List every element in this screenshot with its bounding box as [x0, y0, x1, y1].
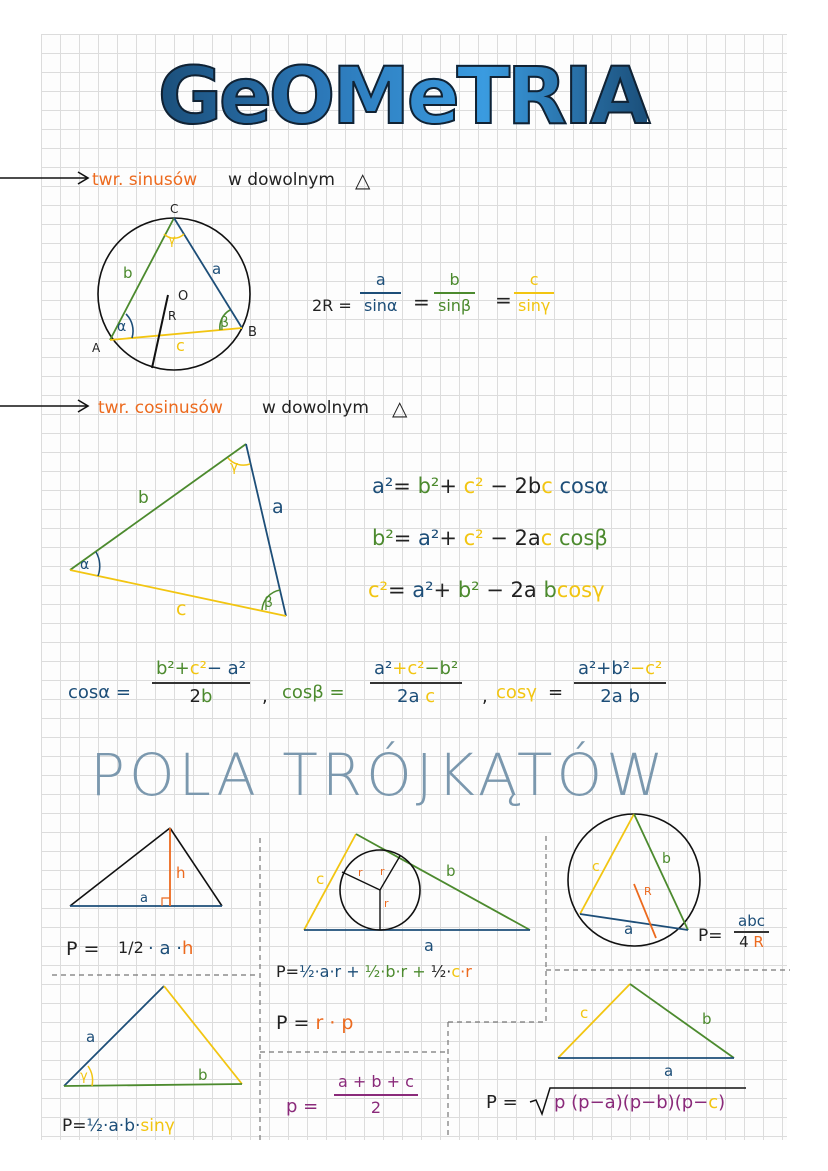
area-formula-p: P= — [698, 926, 723, 946]
area-formula-a: · a · — [148, 938, 182, 959]
term: a² — [372, 474, 394, 498]
beta-label: β — [264, 595, 273, 611]
fraction-denominator — [734, 935, 769, 950]
fraction-denominator: 2a b — [600, 686, 640, 707]
side-c-label: c — [580, 1004, 589, 1022]
abc-over-4r-fraction — [734, 914, 769, 950]
term: P= — [62, 1116, 87, 1136]
sine-law-suffix: w dowolnym — [228, 170, 335, 190]
vertex-b-label: B — [248, 325, 257, 340]
side-a-label: a — [86, 1028, 96, 1046]
gamma-label: γ — [230, 459, 239, 475]
term: + — [439, 526, 464, 550]
gamma-label: γ — [168, 233, 176, 248]
inscribed-circle-diagram — [300, 830, 536, 936]
term: ·r — [460, 962, 472, 981]
side-a-label: a — [624, 920, 634, 938]
term: b — [543, 578, 557, 602]
area-heading: POLA TRÓJKĄTÓW — [90, 741, 668, 809]
area-formula-p: P = — [66, 938, 100, 960]
term: −c² — [629, 658, 663, 679]
side-a-label: a — [664, 1062, 674, 1080]
fraction-denominator: sinγ — [518, 296, 551, 315]
height-triangle-diagram — [68, 826, 228, 910]
fraction-denominator: sinα — [364, 296, 398, 315]
term: c — [541, 474, 553, 498]
term: b — [200, 686, 213, 707]
heron-formula-body — [554, 1094, 725, 1112]
comma: , — [262, 686, 268, 707]
term: = — [387, 578, 413, 602]
heron-triangle-diagram — [554, 980, 740, 1064]
side-c-label: c — [592, 859, 600, 875]
term: b² — [457, 578, 480, 602]
term: + — [433, 578, 458, 602]
term: c — [708, 1092, 719, 1113]
fraction-denominator: 2 — [370, 1098, 382, 1117]
term: cosα — [552, 474, 609, 498]
side-c-label: c — [176, 336, 185, 355]
inscribed-area-formula — [276, 964, 472, 980]
radius-r-label: r — [380, 865, 385, 878]
term: a² — [412, 578, 434, 602]
area-formula-p: P = — [486, 1092, 518, 1113]
gamma-label: γ — [80, 1069, 88, 1084]
term: P = — [276, 1012, 310, 1034]
term: c — [451, 962, 461, 981]
fraction-numerator: c — [529, 270, 539, 289]
term: c — [425, 686, 436, 707]
term: p (p−a)(p−b)(p− — [554, 1092, 709, 1113]
comma: , — [482, 686, 488, 707]
cosine-law-suffix: w dowolnym — [262, 398, 369, 418]
side-b-label: b — [446, 862, 456, 880]
fraction-numerator: a + b + c — [338, 1072, 414, 1091]
beta-label: β — [220, 315, 229, 331]
term: a² — [374, 658, 393, 679]
alpha-label: α — [117, 319, 127, 335]
cos-gamma-lhs: cosγ — [496, 682, 537, 703]
term: − 2b — [483, 474, 542, 498]
semi-perimeter-lhs: p = — [286, 1096, 319, 1117]
sine-area-formula — [62, 1118, 175, 1135]
title-text: GeOMeTRIA — [158, 52, 648, 142]
triangle-symbol-icon: △ — [392, 396, 408, 420]
term: − a² — [206, 658, 246, 679]
fraction-numerator: b — [449, 270, 460, 289]
term: = — [393, 526, 419, 550]
term: P= — [276, 962, 300, 981]
cosine-law-label: twr. cosinusów — [98, 398, 223, 418]
term: r · p — [315, 1012, 354, 1034]
term: 4 — [739, 933, 749, 951]
term: c² — [189, 658, 207, 679]
area-formula-h: h — [182, 938, 194, 959]
term: sinγ — [140, 1116, 175, 1136]
term: −b² — [424, 658, 459, 679]
term: ½·b·r + — [364, 962, 426, 981]
term: − 2a — [479, 578, 544, 602]
term: R — [753, 933, 764, 951]
cos-beta-lhs: cosβ = — [282, 682, 345, 703]
term: c — [540, 526, 553, 550]
term: ½· — [430, 962, 452, 981]
side-b-label: b — [662, 851, 671, 867]
sine-law-label: twr. sinusów — [92, 170, 198, 190]
fraction-half: 1/2 — [118, 938, 144, 957]
term: b² — [372, 526, 394, 550]
term: = — [393, 474, 418, 498]
radius-r-label: R — [168, 309, 177, 323]
side-c-label: c — [316, 870, 325, 888]
sine-lhs: 2R = — [312, 296, 352, 315]
vertex-a-label: A — [92, 341, 101, 355]
term: 2a — [397, 686, 420, 707]
equals-sign: = — [548, 682, 564, 703]
side-b-label: b — [123, 264, 133, 282]
radius-r-label: R — [644, 885, 652, 898]
height-label: h — [176, 864, 186, 882]
radius-r-label: r — [358, 866, 363, 879]
semi-perimeter-fraction — [334, 1074, 418, 1116]
equals-sign: = — [495, 288, 512, 312]
term: c² — [463, 526, 484, 550]
side-b-label: b — [702, 1010, 712, 1028]
term: ½·a·r + — [299, 962, 360, 981]
term: ) — [718, 1092, 726, 1113]
term: ½·a·b· — [86, 1116, 141, 1136]
side-a-label: a — [424, 936, 434, 955]
term: c² — [463, 474, 484, 498]
term: 2 — [189, 686, 201, 707]
term: b² — [417, 474, 440, 498]
side-a-label: a — [212, 260, 222, 278]
term: + — [439, 474, 464, 498]
vertex-c-label: C — [170, 202, 179, 216]
term: cosγ — [556, 578, 605, 602]
cos-alpha-lhs: cosα = — [68, 682, 131, 703]
side-a-label: a — [140, 891, 148, 906]
alpha-label: α — [80, 557, 90, 573]
radius-r-label: r — [384, 897, 389, 910]
term: c² — [368, 578, 388, 602]
fraction-numerator: a — [375, 270, 386, 289]
side-a-label: a — [272, 496, 284, 518]
term: b²+ — [156, 658, 190, 679]
triangle-symbol-icon: △ — [355, 168, 371, 192]
side-b-label: b — [198, 1066, 208, 1084]
fraction-numerator: abc — [738, 912, 765, 930]
fraction-bar — [334, 1094, 418, 1096]
term: +c² — [392, 658, 425, 679]
fraction-denominator: sinβ — [438, 296, 472, 315]
center-o-label: O — [178, 289, 189, 304]
side-c-label: c — [176, 598, 187, 620]
term: − 2a — [483, 526, 541, 550]
circumradius-area-diagram — [566, 812, 706, 952]
term: a² — [418, 526, 440, 550]
side-b-label: b — [138, 488, 149, 508]
term: cosβ — [552, 526, 608, 550]
equals-sign: = — [413, 290, 430, 314]
inscribed-area-formula-2 — [276, 1014, 353, 1033]
term: a²+b² — [578, 658, 630, 679]
